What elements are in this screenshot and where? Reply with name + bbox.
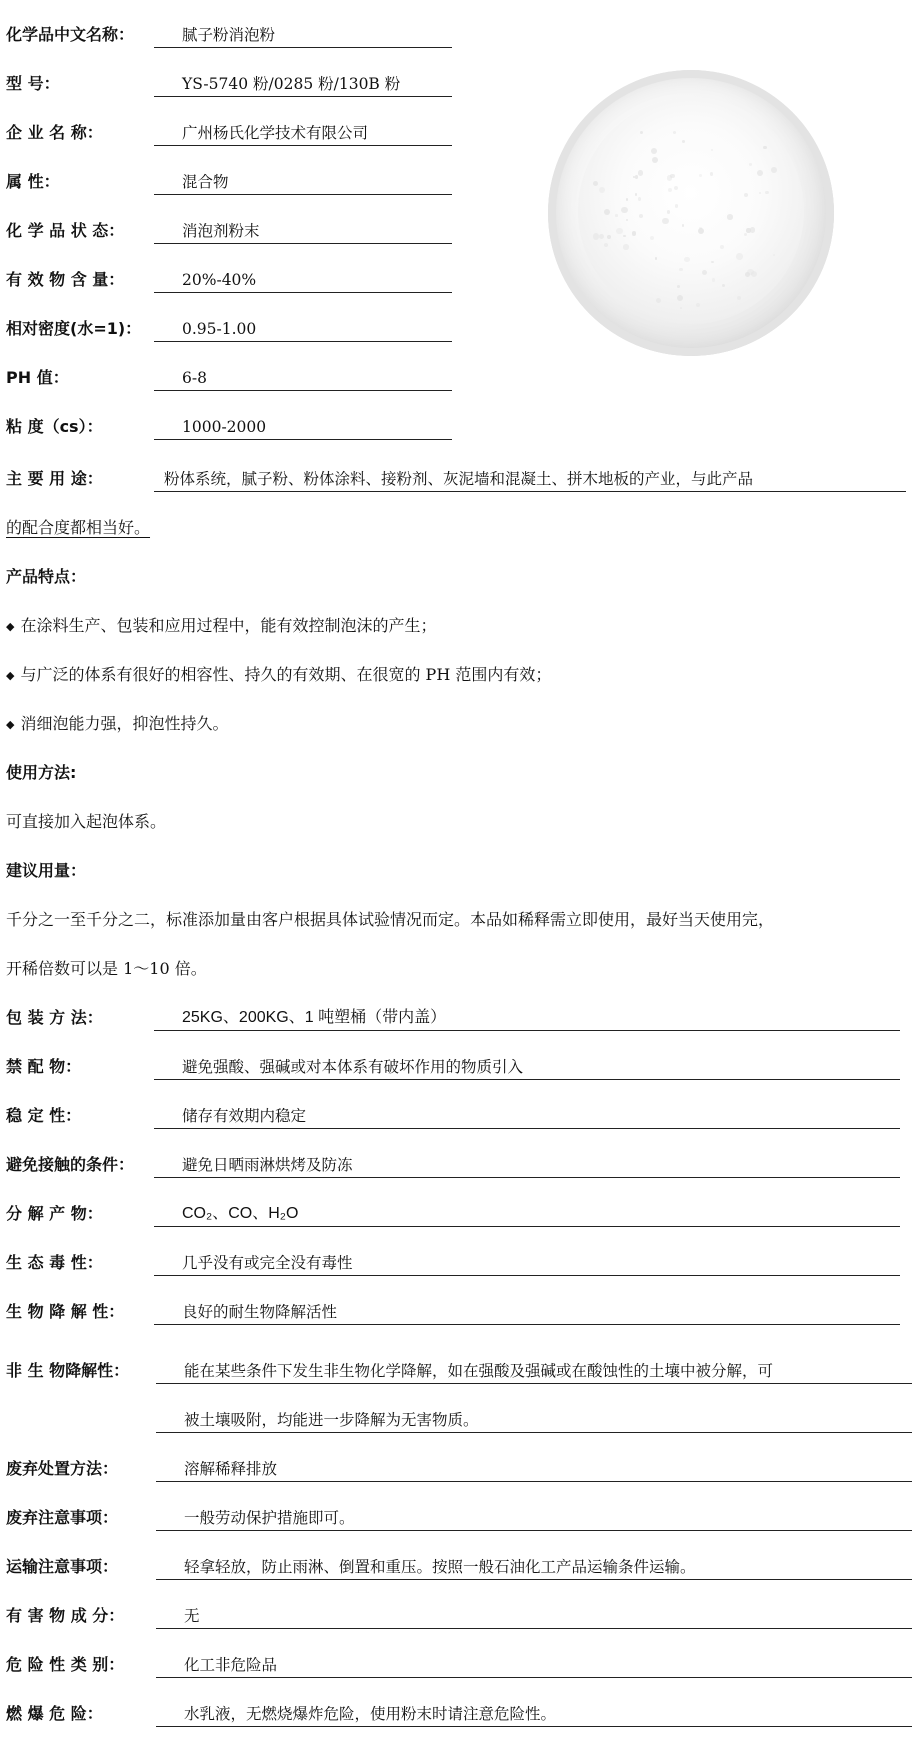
powder-grain <box>677 285 680 288</box>
method-text: 可直接加入起泡体系。 <box>6 812 167 831</box>
powder-grain <box>640 131 643 134</box>
spec-top-label: 相对密度(水=1)： <box>6 319 142 338</box>
spec-top-value: 混合物 <box>154 169 452 195</box>
spec-bottom-value: 良好的耐生物降解活性 <box>154 1299 900 1325</box>
powder-grain <box>607 235 611 239</box>
diamond-bullet-icon: ◆ <box>6 669 15 682</box>
spec-top-label: 粘 度（cs）： <box>6 417 103 436</box>
powder-grain <box>699 227 701 229</box>
diamond-bullet-icon: ◆ <box>6 620 15 633</box>
spec-bottom-label: 生 物 降 解 性： <box>6 1302 125 1321</box>
spec-final-label: 废弃处置方法： <box>6 1459 119 1478</box>
spec-bottom-value: 25KG、200KG、1 吨塑桶（带内盖） <box>154 1005 900 1031</box>
spec-final-row-5 <box>6 1652 912 1682</box>
spec-top-label: 型 号： <box>6 74 60 93</box>
spec-top-value: 消泡剂粉末 <box>154 218 452 244</box>
feature-bullet-2: ◆ 与广泛的体系有很好的相容性、持久的有效期、在很宽的 PH 范围内有效； <box>6 665 552 684</box>
spec-top-row-5 <box>6 218 452 248</box>
spec-top-row-8 <box>6 365 452 395</box>
spec-top-label: 化学品中文名称： <box>6 25 135 44</box>
usage-line1: 粉体系统，腻子粉、粉体涂料、接粉剂、灰泥墙和混凝土、拼木地板的产业，与此产品 <box>154 466 906 492</box>
powder-grain <box>604 209 610 215</box>
powder-grain <box>599 187 605 193</box>
spec-top-row-4 <box>6 169 452 199</box>
spec-bottom-value: 避免强酸、强碱或对本体系有破坏作用的物质引入 <box>154 1054 900 1080</box>
spec-bottom-value: 避免日晒雨淋烘烤及防冻 <box>154 1152 900 1178</box>
spec-final-label: 危 险 性 类 别： <box>6 1655 125 1674</box>
spec-final-row-4 <box>6 1603 912 1633</box>
powder-grain <box>667 210 670 213</box>
powder-grain <box>710 172 714 176</box>
spec-bottom-value: CO₂、CO、H₂O <box>154 1201 900 1227</box>
spec-top-label: 化 学 品 状 态： <box>6 221 125 240</box>
powder-grain <box>652 157 658 163</box>
powder-grain <box>757 170 763 176</box>
feature-bullet-3: ◆ 消细泡能力强，抑泡性持久。 <box>6 714 229 733</box>
powder-grain <box>656 298 661 303</box>
powder-grain <box>699 174 702 177</box>
powder-grain <box>638 170 644 176</box>
spec-final-row-1 <box>6 1456 912 1486</box>
spec-top-value: 广州杨氏化学技术有限公司 <box>154 120 452 146</box>
powder-grain <box>623 244 628 249</box>
powder-grain <box>599 234 604 239</box>
powder-grain <box>759 192 761 194</box>
powder-grain <box>662 218 669 225</box>
powder-grain <box>736 253 743 260</box>
spec-top-value: 6-8 <box>154 365 452 391</box>
powder-grain <box>667 175 672 180</box>
powder-grain <box>682 224 684 226</box>
spec-top-value: 1000-2000 <box>154 414 452 440</box>
powder-grain <box>635 193 638 196</box>
spec-bottom-row-7 <box>6 1299 900 1329</box>
spec-top-label: PH 值： <box>6 368 69 387</box>
spec-bottom-row-2 <box>6 1054 900 1084</box>
powder-grain <box>626 219 628 221</box>
powder-grain <box>773 254 775 256</box>
powder-grain <box>744 193 748 197</box>
spec-final-row-6 <box>6 1701 912 1731</box>
method-title: 使用方法: <box>6 763 77 782</box>
powder-grain <box>675 204 679 208</box>
powder-grain <box>674 186 678 190</box>
spec-top-row-1 <box>6 22 452 52</box>
powder-grain <box>745 272 750 277</box>
powder-grain <box>682 140 685 143</box>
powder-grain <box>702 270 707 275</box>
powder-grain <box>638 197 642 201</box>
powder-grain <box>632 231 637 236</box>
spec-final-row-2 <box>6 1505 912 1535</box>
powder-grain <box>746 228 750 232</box>
spec-final-label: 有 害 物 成 分： <box>6 1606 125 1625</box>
spec-bottom-label: 包 装 方 法： <box>6 1008 103 1027</box>
dosage-title: 建议用量： <box>6 861 87 880</box>
spec-final-label: 燃 爆 危 险： <box>6 1704 103 1723</box>
spec-bottom-row-1 <box>6 1005 900 1035</box>
spec-bottom-label: 稳 定 性： <box>6 1106 82 1125</box>
spec-final-value: 化工非危险品 <box>156 1652 912 1678</box>
spec-bottom-label: 生 态 毒 性： <box>6 1253 103 1272</box>
powder-grain <box>765 191 769 195</box>
powder-grain <box>593 233 599 239</box>
powder-grain <box>593 181 598 186</box>
spec-bottom-value: 储存有效期内稳定 <box>154 1103 900 1129</box>
powder-grain <box>749 163 751 165</box>
spec-bottom-row-3 <box>6 1103 900 1133</box>
abiotic-row-2 <box>6 1407 912 1437</box>
spec-top-row-3 <box>6 120 452 150</box>
powder-grain <box>604 243 608 247</box>
powder-grain <box>712 278 716 282</box>
powder-grain <box>677 295 683 301</box>
usage-line2: 的配合度都相当好。 <box>6 518 151 537</box>
powder-grain <box>673 131 676 134</box>
abiotic-row <box>6 1358 912 1388</box>
spec-final-value: 水乳液，无燃烧爆炸危险，使用粉末时请注意危险性。 <box>156 1701 912 1727</box>
dosage-line1: 千分之一至千分之二，标准添加量由客户根据具体试验情况而定。本品如稀释需立即使用，最好当天使用完， <box>6 910 775 929</box>
usage-row <box>6 466 906 496</box>
powder-grain <box>635 175 638 178</box>
abiotic-line2: 被土壤吸附，均能进一步降解为无害物质。 <box>156 1407 912 1433</box>
spec-bottom-row-4 <box>6 1152 900 1182</box>
powder-grain <box>684 257 690 263</box>
spec-bottom-row-5 <box>6 1201 900 1231</box>
powder-grain <box>720 245 724 249</box>
powder-grain <box>639 214 643 218</box>
spec-top-row-2 <box>6 71 452 101</box>
spec-final-value: 一般劳动保护措施即可。 <box>156 1505 912 1531</box>
powder-grain <box>651 148 658 155</box>
powder-grain <box>616 228 623 235</box>
feature-bullet-1: ◆ 在涂料生产、包装和应用过程中，能有效控制泡沫的产生； <box>6 616 437 635</box>
dosage-line2: 开稀倍数可以是 1～10 倍。 <box>6 959 207 978</box>
usage-label: 主 要 用 途： <box>6 469 103 488</box>
spec-top-value: 腻子粉消泡粉 <box>154 22 452 48</box>
features-title: 产品特点： <box>6 567 87 586</box>
powder-grain <box>744 233 747 236</box>
spec-final-row-3 <box>6 1554 912 1584</box>
spec-top-label: 属 性： <box>6 172 60 191</box>
powder-grain <box>621 207 627 213</box>
powder-grain <box>615 214 618 217</box>
spec-top-row-6 <box>6 267 452 297</box>
spec-top-value: YS-5740 粉/0285 粉/130B 粉 <box>154 71 452 97</box>
product-powder-photo <box>548 70 834 356</box>
powder-grain <box>771 167 777 173</box>
powder-grain <box>679 268 683 272</box>
powder-grain <box>650 236 654 240</box>
spec-top-row-9 <box>6 414 452 444</box>
spec-top-value: 0.95-1.00 <box>154 316 452 342</box>
powder-grain <box>655 257 657 259</box>
spec-top-label: 企 业 名 称： <box>6 123 103 142</box>
spec-top-value: 20%-40% <box>154 267 452 293</box>
spec-final-label: 废弃注意事项： <box>6 1508 119 1527</box>
spec-bottom-row-6 <box>6 1250 900 1280</box>
powder-grain <box>722 284 725 287</box>
spec-bottom-value: 几乎没有或完全没有毒性 <box>154 1250 900 1276</box>
spec-top-label: 有 效 物 含 量： <box>6 270 125 289</box>
abiotic-label: 非 生 物降解性： <box>6 1361 130 1380</box>
powder-heap <box>578 98 804 324</box>
spec-bottom-label: 分 解 产 物： <box>6 1204 103 1223</box>
spec-final-label: 运输注意事项： <box>6 1557 119 1576</box>
powder-grain <box>711 261 713 263</box>
abiotic-line1: 能在某些条件下发生非生物化学降解，如在强酸及强碱或在酸蚀性的土壤中被分解，可 <box>156 1358 912 1384</box>
powder-grain <box>711 149 713 151</box>
powder-grain <box>763 146 767 150</box>
powder-grain <box>680 307 682 309</box>
powder-grain <box>696 303 700 307</box>
powder-grain <box>668 188 672 192</box>
spec-final-value: 轻拿轻放，防止雨淋、倒置和重压。按照一般石油化工产品运输条件运输。 <box>156 1554 912 1580</box>
spec-top-row-7 <box>6 316 452 346</box>
spec-bottom-label: 禁 配 物： <box>6 1057 82 1076</box>
spec-bottom-label: 避免接触的条件： <box>6 1155 135 1174</box>
powder-grain <box>737 296 741 300</box>
powder-grain <box>623 235 625 237</box>
spec-final-value: 溶解稀释排放 <box>156 1456 912 1482</box>
diamond-bullet-icon: ◆ <box>6 718 15 731</box>
powder-grain <box>727 214 733 220</box>
powder-grain <box>626 198 629 201</box>
spec-final-value: 无 <box>156 1603 912 1629</box>
